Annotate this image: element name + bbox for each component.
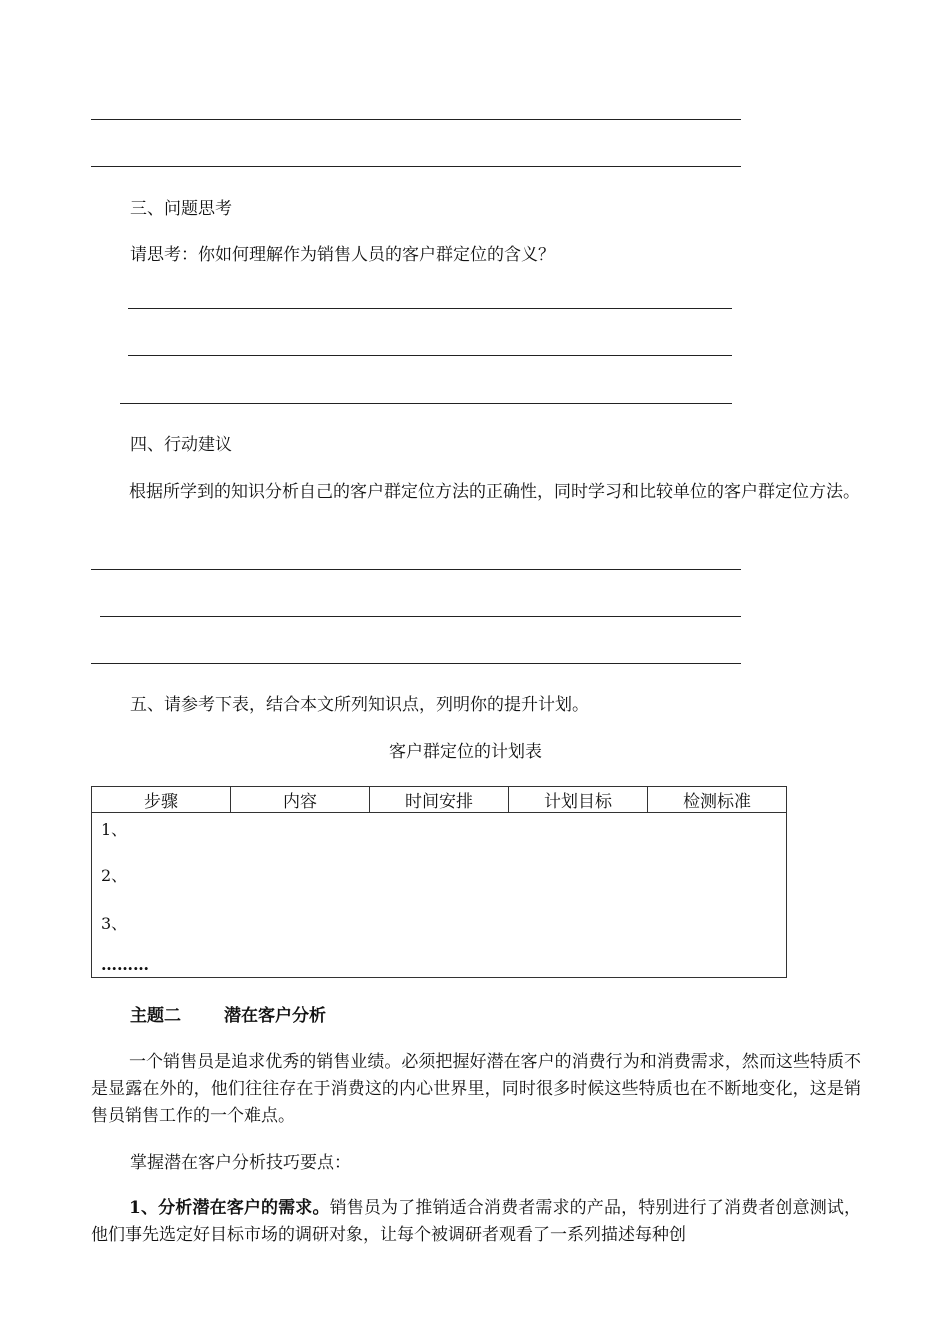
theme2-subheading: 掌握潜在客户分析技巧要点：: [130, 1153, 351, 1173]
theme2-paragraph: 一个销售员是追求优秀的销售业绩。必须把握好潜在客户的消费行为和消费需求，然而这些特质不是显露在外的，他们往往存在于消费这的内心世界里，同时很多时候这些特质也在不断地变化，这是销售员销售工作的一个难点。: [91, 1052, 861, 1126]
theme2-title: 潜在客户分析: [224, 1006, 326, 1026]
point1-text: 销售员为了推销适合消费者需求的产品，特别进行了消费者创意测试，他们事先选定好目标市场的调研对象，让每个被调研者观看了一系列描述每种创: [91, 1198, 862, 1245]
table-body-row: [92, 813, 787, 978]
step-item: 2、: [101, 866, 128, 885]
table-header-cell: 步骤: [92, 787, 231, 813]
table-title: 客户群定位的计划表: [389, 742, 542, 762]
answer-line: [120, 403, 732, 404]
table-header-cell: 时间安排: [370, 787, 509, 813]
table-header-cell: 内容: [231, 787, 370, 813]
table-header-row: [92, 787, 787, 813]
step-item: ………: [101, 955, 149, 974]
answer-line: [91, 166, 741, 167]
table-header-cell: 检测标准: [648, 787, 787, 813]
section5-intro: 五、请参考下表，结合本文所列知识点，列明你的提升计划。: [130, 695, 589, 715]
table-header-cell: 计划目标: [509, 787, 648, 813]
answer-line: [100, 616, 741, 617]
table-body-cell: [92, 813, 787, 978]
point1-heading: 1、分析潜在客户的需求。: [129, 1198, 330, 1218]
step-item: 1、: [101, 820, 128, 839]
section4-text: 根据所学到的知识分析自己的客户群定位方法的正确性，同时学习和比较单位的客户群定位方法。: [129, 482, 860, 502]
answer-line: [128, 355, 732, 356]
answer-line: [91, 569, 741, 570]
theme2-point1: [91, 1195, 861, 1249]
step-item: 3、: [101, 914, 128, 933]
answer-line: [91, 119, 741, 120]
section4-heading: 四、行动建议: [130, 435, 232, 455]
plan-table: [91, 786, 787, 978]
section3-question: 请思考：你如何理解作为销售人员的客户群定位的含义？: [130, 245, 555, 265]
theme2-label: 主题二: [130, 1006, 181, 1026]
section3-heading: 三、问题思考: [130, 199, 232, 219]
answer-line: [91, 663, 741, 664]
answer-line: [128, 308, 732, 309]
